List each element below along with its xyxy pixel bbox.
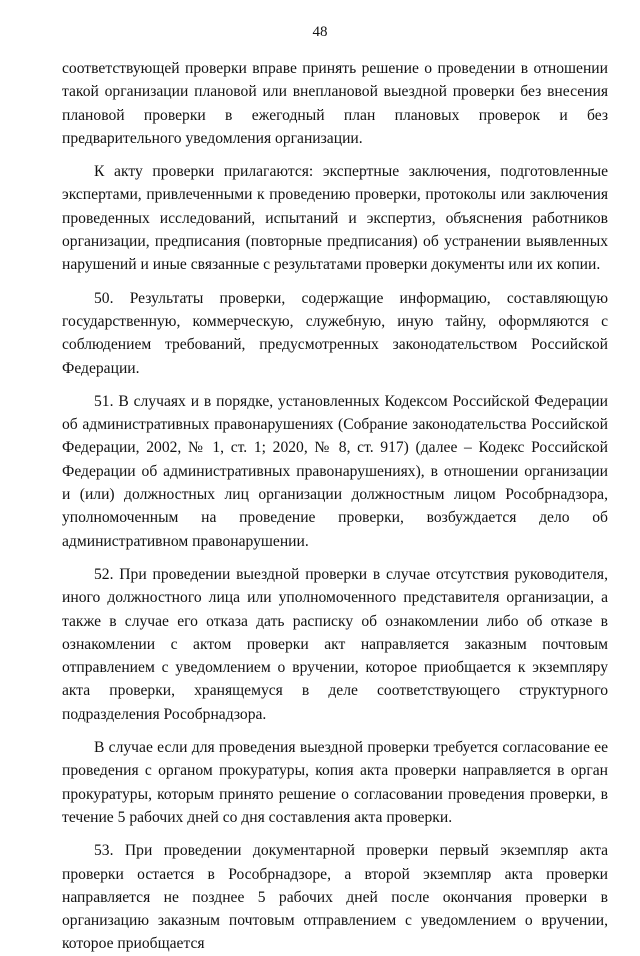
paragraph-53: 53. При проведении документарной проверки первый экземпляр акта проверки остается в Рособрнадзоре, а второй экземпляр акта проверки направляется не позднее 5 рабочих дней после окончания проверки в организацию заказным почтовым отправлением с уведомлением о вручении, которое приобщается	[62, 842, 608, 953]
paragraph-continuation: соответствующей проверки вправе принять решение о проведении в отношении такой организации плановой или внеплановой выездной проверки без внесения плановой проверки в ежегодный план плановых проверок и без предварительного уведомления организации.	[62, 60, 608, 147]
paragraph-51: 51. В случаях и в порядке, установленных Кодексом Российской Федерации об административных правонарушениях (Собрание законодательства Российской Федерации, 2002, № 1, ст. 1; 2020, № 8, ст. 917) (далее – Кодекс Российской Федерации об административных правонарушениях), в отношении организации и (или) должностных лиц организации должностным лицом Рособрнадзора, уполномоченным на проведение проверки, возбуждается дело об административном правонарушении.	[62, 392, 608, 550]
page-number: 48	[312, 24, 328, 40]
paragraph-50: 50. Результаты проверки, содержащие информацию, составляющую государственную, коммерческую, служебную, иную тайну, оформляются с соблюдением требований, предусмотренных законодательством Российской Федерации.	[62, 289, 608, 377]
paragraph-act-attachments: К акту проверки прилагаются: экспертные заключения, подготовленные экспертами, привлеченными к проведению проверки, протоколы или заключения проведенных исследований, испытаний и экспертиз, объяснения работников организации, предписания (повторные предписания) об устранении выявленных нарушений и иные связанные с результатами проверки документы или их копии.	[62, 163, 608, 274]
paragraph-prosecutor-approval: В случае если для проведения выездной проверки требуется согласование ее проведения с органом прокуратуры, копия акта проверки направляется в орган прокуратуры, которым принято решение о согласовании проведения проверки, в течение 5 рабочих дней со дня составления акта проверки.	[62, 739, 608, 826]
paragraph-52: 52. При проведении выездной проверки в случае отсутствия руководителя, иного должностного лица или уполномоченного представителя организации, а также в случае его отказа дать расписку об ознакомлении либо об отказе в ознакомлении с актом проверки акт направляется заказным почтовым отправлением с уведомлением о вручении, которое приобщается к экземпляру акта проверки, хранящемуся в деле соответствующего структурного подразделения Рособрнадзора.	[62, 565, 608, 723]
document-body	[62, 57, 608, 956]
